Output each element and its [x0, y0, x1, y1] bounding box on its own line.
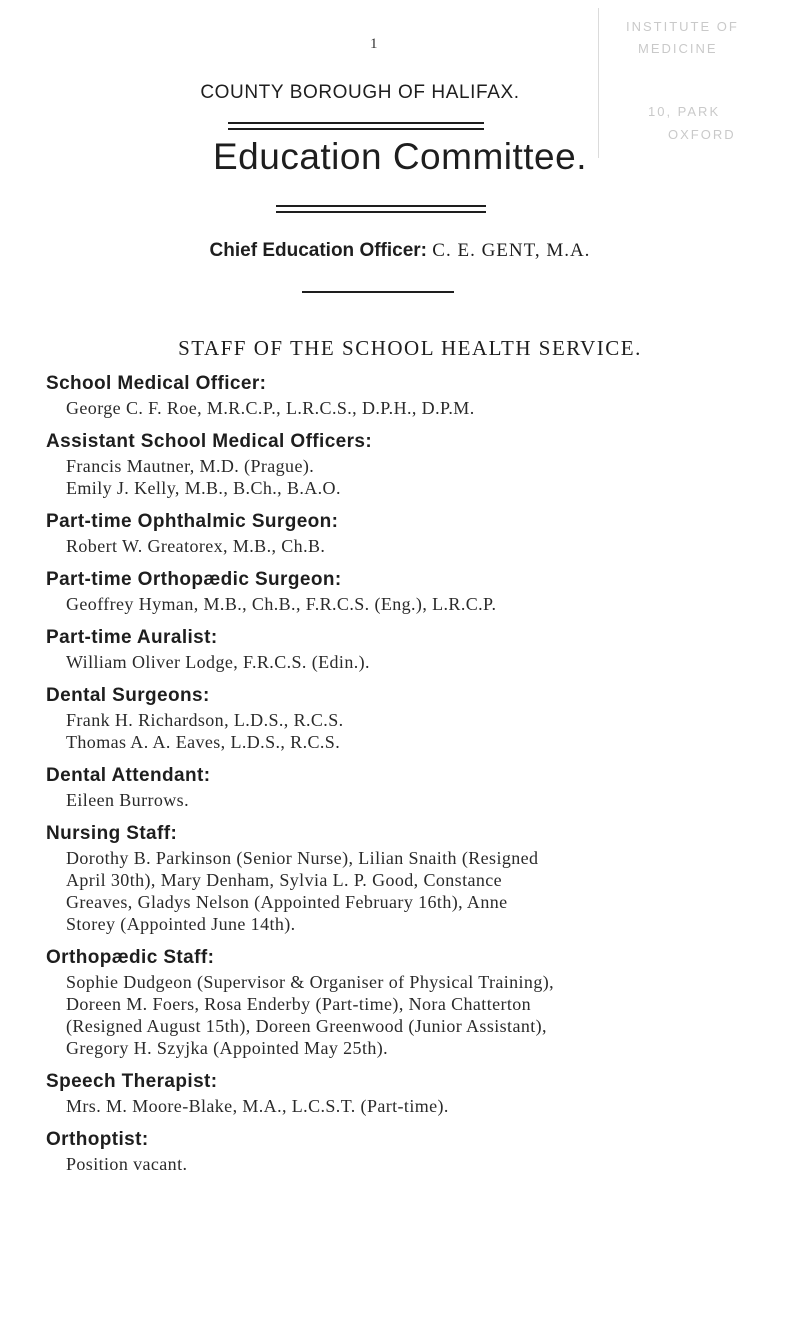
role-line: Geoffrey Hyman, M.B., Ch.B., F.R.C.S. (Eng.), L.R.C.P.	[66, 594, 497, 614]
page-title: Education Committee.	[212, 136, 587, 177]
role-nursing-staff	[46, 820, 766, 935]
role-line: Position vacant.	[66, 1154, 188, 1174]
stamp-line-4: OXFORD	[668, 127, 736, 142]
role-line: Sophie Dudgeon (Supervisor & Organiser of Physical Training),	[66, 972, 555, 992]
staff-section-title: STAFF OF THE SCHOOL HEALTH SERVICE.	[178, 336, 642, 360]
role-title: Part-time Orthopædic Surgeon:	[46, 569, 342, 590]
role-line: April 30th), Mary Denham, Sylvia L. P. Good, Constance	[66, 870, 503, 890]
role-orthopaedic-staff	[46, 944, 766, 1059]
role-title: Orthoptist:	[46, 1129, 149, 1150]
role-ophthalmic-surgeon	[46, 508, 766, 557]
staff-list	[46, 370, 766, 1184]
role-speech-therapist	[46, 1068, 766, 1117]
role-line: William Oliver Lodge, F.R.C.S. (Edin.).	[66, 652, 370, 672]
stamp-line-2: MEDICINE	[638, 41, 718, 56]
chief-rule	[302, 291, 454, 293]
role-title: Dental Surgeons:	[46, 685, 210, 706]
role-title: Speech Therapist:	[46, 1071, 218, 1092]
role-title: Assistant School Medical Officers:	[46, 431, 373, 452]
role-line: Storey (Appointed June 14th).	[66, 914, 296, 934]
role-line: Gregory H. Szyjka (Appointed May 25th).	[66, 1038, 389, 1058]
top-rule-1	[228, 122, 484, 124]
role-title: School Medical Officer:	[46, 373, 267, 394]
stamp-line-1: INSTITUTE OF	[626, 19, 739, 34]
role-dental-surgeons	[46, 682, 766, 753]
role-line: Robert W. Greatorex, M.B., Ch.B.	[66, 536, 326, 556]
role-line: Greaves, Gladys Nelson (Appointed February 16th), Anne	[66, 892, 508, 912]
role-line: Frank H. Richardson, L.D.S., R.C.S.	[66, 710, 344, 730]
role-line: Emily J. Kelly, M.B., B.Ch., B.A.O.	[66, 478, 341, 498]
role-title: Orthopædic Staff:	[46, 947, 215, 968]
role-orthopaedic-surgeon	[46, 566, 766, 615]
role-line: Francis Mautner, M.D. (Prague).	[66, 456, 315, 476]
role-title: Dental Attendant:	[46, 765, 211, 786]
role-assistant-medical-officers	[46, 428, 766, 499]
role-line: Mrs. M. Moore-Blake, M.A., L.C.S.T. (Part-time).	[66, 1096, 449, 1116]
role-line: Thomas A. A. Eaves, L.D.S., R.C.S.	[66, 732, 341, 752]
role-line: Doreen M. Foers, Rosa Enderby (Part-time), Nora Chatterton	[66, 994, 532, 1014]
role-title: Part-time Ophthalmic Surgeon:	[46, 511, 339, 532]
title-rule-2	[276, 211, 486, 213]
role-dental-attendant	[46, 762, 766, 811]
role-auralist	[46, 624, 766, 673]
role-line: Eileen Burrows.	[66, 790, 189, 810]
page-number: 1	[370, 36, 378, 52]
chief-officer-line	[100, 240, 700, 262]
stamp-line-3: 10, PARK	[648, 104, 721, 119]
chief-officer-name: C. E. GENT, M.A.	[432, 240, 591, 261]
chief-officer-label: Chief Education Officer:	[209, 240, 428, 261]
role-title: Nursing Staff:	[46, 823, 178, 844]
role-title: Part-time Auralist:	[46, 627, 218, 648]
role-orthoptist	[46, 1126, 766, 1175]
role-school-medical-officer	[46, 370, 766, 419]
top-rule-2	[228, 128, 484, 130]
role-line: George C. F. Roe, M.R.C.P., L.R.C.S., D.P.H., D.P.M.	[66, 398, 475, 418]
title-rule-1	[276, 205, 486, 207]
county-heading: COUNTY BOROUGH OF HALIFAX.	[200, 82, 520, 103]
role-line: Dorothy B. Parkinson (Senior Nurse), Lilian Snaith (Resigned	[66, 848, 539, 868]
role-line: (Resigned August 15th), Doreen Greenwood (Junior Assistant),	[66, 1016, 547, 1036]
